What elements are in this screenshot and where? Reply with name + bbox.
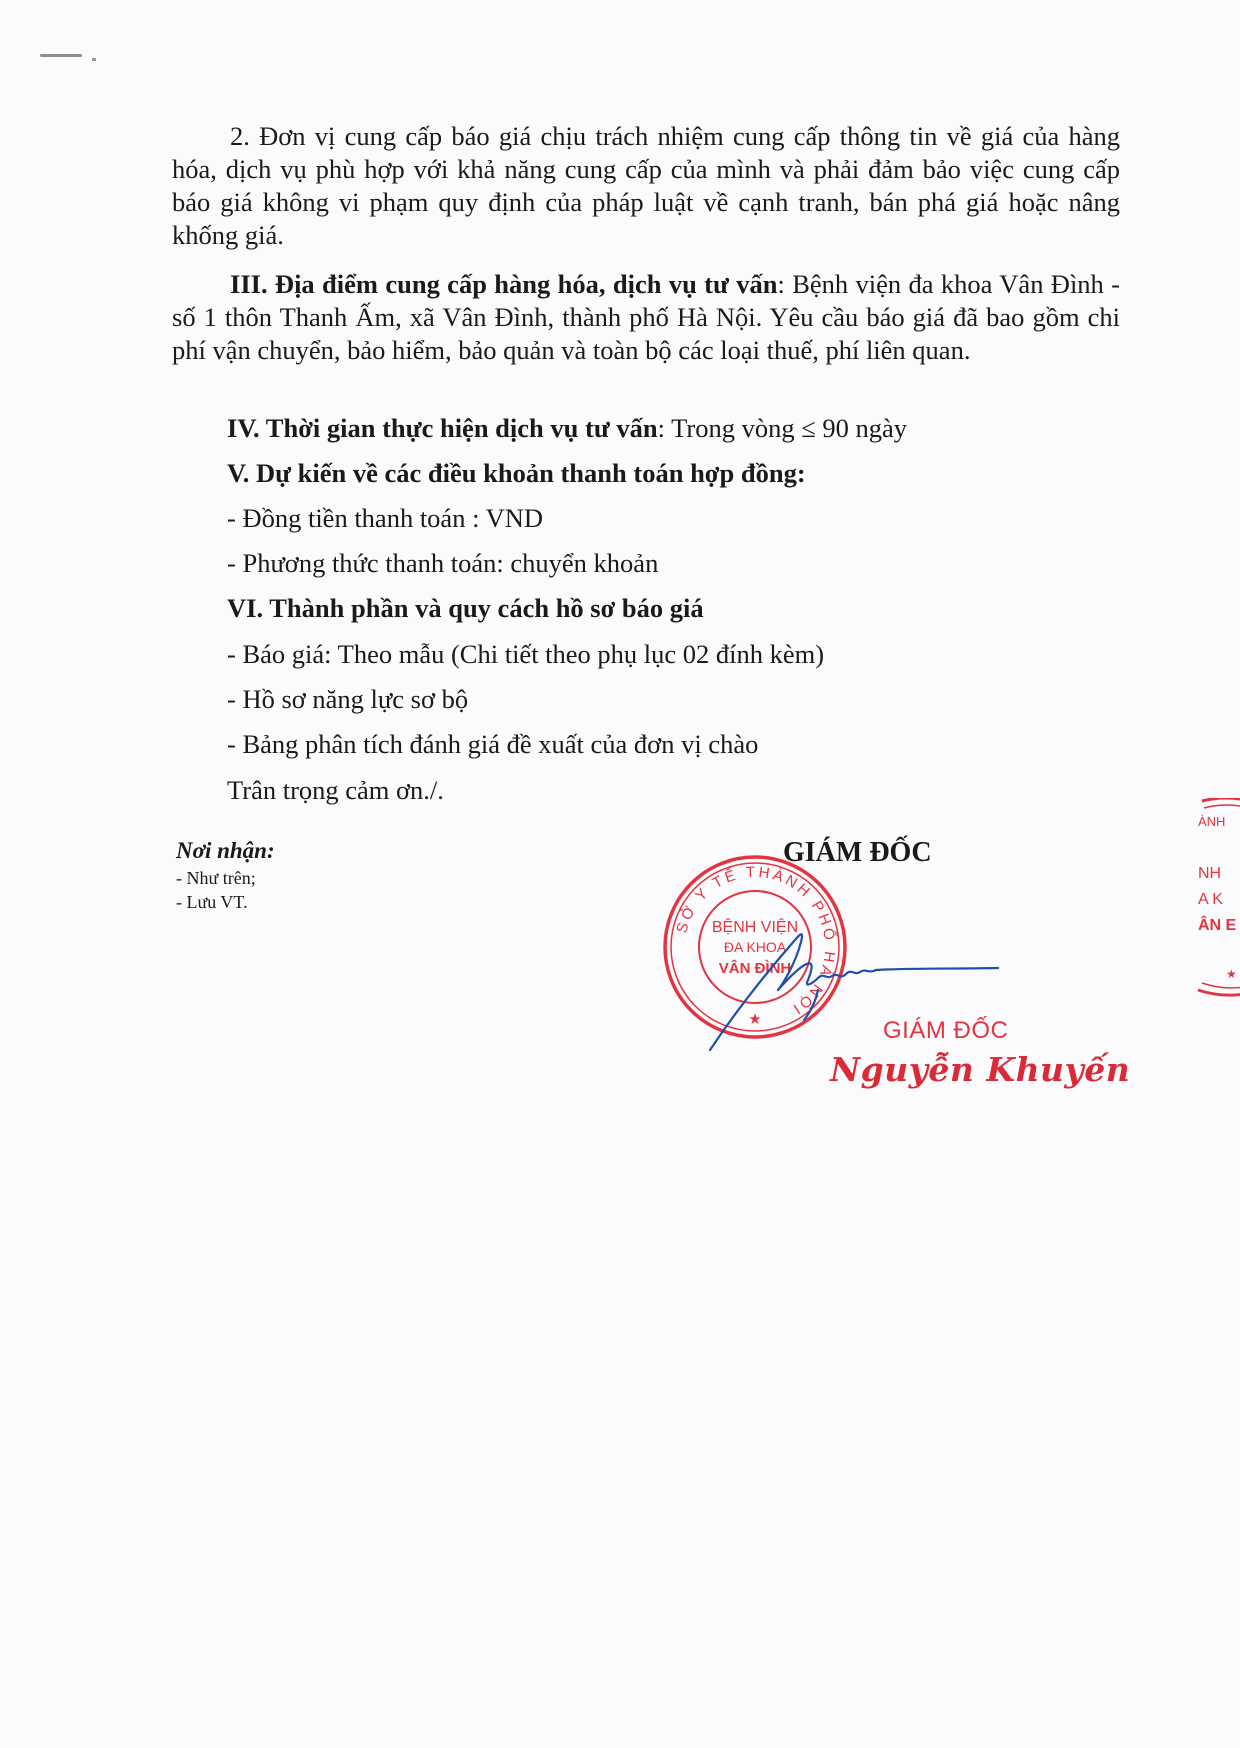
section-6-item: - Báo giá: Theo mẫu (Chi tiết theo phụ lục 02 đính kèm) xyxy=(227,639,825,669)
stamped-signer-title: GIÁM ĐỐC xyxy=(883,1017,1009,1044)
section-3-heading: III. Địa điểm cung cấp hàng hóa, dịch vụ tư vấn xyxy=(230,269,778,299)
stamped-signer-name: Nguyễn Khuyến xyxy=(830,1050,1131,1089)
section-3 xyxy=(172,268,1120,367)
section-3-paragraph xyxy=(172,268,1120,367)
section-6-item: - Hồ sơ năng lực sơ bộ xyxy=(227,684,469,714)
recipients-block xyxy=(176,836,275,914)
seal-outer-text: SỞ Y TẾ THÀNH PHỐ HÀ NỘI xyxy=(673,863,839,1019)
section-5-heading: V. Dự kiến về các điều khoản thanh toán hợp đồng: xyxy=(227,458,806,488)
section-5-item: - Phương thức thanh toán: chuyển khoản xyxy=(227,548,659,578)
svg-text:★: ★ xyxy=(1226,967,1237,981)
scan-mark xyxy=(40,54,82,57)
seal-inner-line: ĐA KHOA xyxy=(723,939,787,955)
scan-mark xyxy=(92,58,96,61)
seal-star-icon: ★ xyxy=(748,1010,762,1028)
section-4-text: : Trong vòng ≤ 90 ngày xyxy=(657,413,908,443)
section-4 xyxy=(227,412,907,445)
signature-title: GIÁM ĐỐC xyxy=(783,837,932,868)
seal-inner-line: VÂN ĐÌNH xyxy=(718,960,792,977)
closing-text: Trân trọng cảm ơn./. xyxy=(227,775,444,805)
section-6-heading: VI. Thành phần và quy cách hồ sơ báo giá xyxy=(227,593,704,623)
svg-text:A K: A K xyxy=(1198,891,1223,908)
section-6-item: - Bảng phân tích đánh giá đề xuất của đơn vị chào xyxy=(227,729,759,759)
seal-inner-line: BỆNH VIỆN xyxy=(711,919,799,936)
svg-text:ÀNH: ÀNH xyxy=(1198,814,1226,829)
recipient-item: - Như trên; xyxy=(176,868,256,888)
section-5-item: - Đồng tiền thanh toán : VND xyxy=(227,503,543,533)
recipients-heading: Nơi nhận: xyxy=(176,838,275,863)
section-2-text: 2. Đơn vị cung cấp báo giá chịu trách nhiệm cung cấp thông tin về giá của hàng hóa, dịch vụ phù hợp với khả năng cung cấp của mình và phải đảm bảo việc cung cấp báo giá không vi phạm quy định của pháp luật về cạnh tranh, bán phá giá hoặc nâng khống giá. xyxy=(172,121,1120,250)
recipient-item: - Lưu VT. xyxy=(176,892,248,912)
section-3-text: : Bệnh viện đa khoa Vân Đình - số 1 thôn Thanh Ấm, xã Vân Đình, thành phố Hà Nội. Yêu cầu báo giá đã bao gồm chi phí vận chuyển, bảo hiểm, bảo quản và toàn bộ các loại thuế, phí liên quan. xyxy=(172,269,1120,365)
section-4-heading: IV. Thời gian thực hiện dịch vụ tư vấn xyxy=(227,413,658,443)
partial-seal-edge xyxy=(1190,798,1240,998)
svg-text:ÂN E: ÂN E xyxy=(1198,917,1237,934)
svg-text:NH: NH xyxy=(1198,865,1222,882)
section-2 xyxy=(172,120,1120,252)
